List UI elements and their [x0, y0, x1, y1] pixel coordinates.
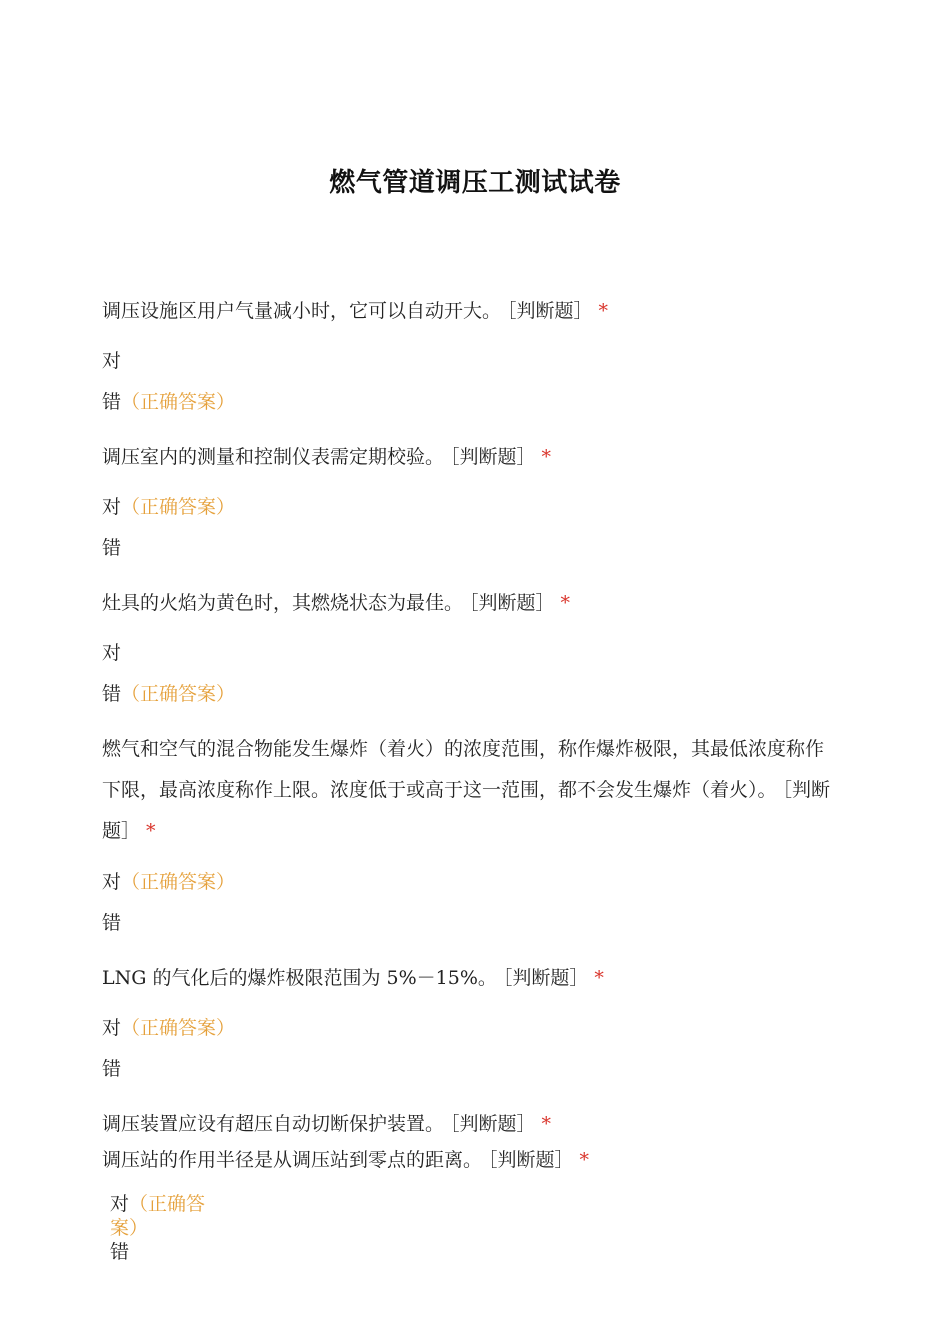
- question-type-label: ［判断题］: [469, 592, 555, 614]
- required-star: *: [541, 446, 552, 468]
- option-true[interactable]: [102, 641, 121, 665]
- option-label: 错: [102, 912, 122, 934]
- question-type-label: ［判断题］: [450, 1113, 536, 1135]
- question-type-label: ［判断题］: [102, 779, 831, 842]
- required-star: *: [560, 592, 571, 614]
- question-text: 调压设施区用户气量减小时，它可以自动开大。: [102, 300, 502, 322]
- option-false[interactable]: [102, 911, 121, 935]
- question-5: [102, 958, 842, 999]
- correct-answer-mark: （正确答案）: [121, 1017, 236, 1039]
- question-type-label: ［判断题］: [507, 300, 593, 322]
- page-title: 燃气管道调压工测试试卷: [329, 168, 621, 198]
- correct-answer-mark: （正确答案）: [121, 391, 236, 413]
- question-type-label: ［判断题］: [450, 446, 536, 468]
- option-false[interactable]: [102, 536, 121, 560]
- question-7: [102, 1140, 842, 1181]
- required-star: *: [579, 1149, 590, 1171]
- question-6: [102, 1104, 842, 1145]
- question-text: LNG 的气化后的爆炸极限范围为 5%－15%。: [102, 967, 497, 989]
- option-label: 错: [110, 1241, 130, 1263]
- question-3: [102, 583, 842, 624]
- correct-answer-mark: （正确答案）: [121, 871, 236, 893]
- option-false[interactable]: [102, 390, 235, 414]
- required-star: *: [594, 967, 604, 989]
- correct-answer-mark: （正确答案）: [121, 683, 236, 705]
- option-false[interactable]: [102, 682, 235, 706]
- option-label: 对: [102, 1017, 122, 1039]
- question-4: [102, 729, 842, 852]
- required-star: *: [146, 820, 156, 842]
- question-text: 燃气和空气的混合物能发生爆炸（着火）的浓度范围，称作爆炸极限，其最低浓度称作下限，最高浓度称作上限。浓度低于或高于这一范围，都不会发生爆炸（着火）。: [102, 738, 825, 801]
- option-true[interactable]: [102, 495, 235, 519]
- question-text: 灶具的火焰为黄色时，其燃烧状态为最佳。: [102, 592, 464, 614]
- option-false[interactable]: [110, 1240, 220, 1264]
- option-label: 对: [102, 350, 122, 372]
- option-label: 错: [102, 1058, 122, 1080]
- option-true[interactable]: [102, 870, 235, 894]
- question-2: [102, 437, 842, 478]
- option-false[interactable]: [102, 1057, 121, 1081]
- option-label: 对: [110, 1193, 130, 1215]
- option-label: 错: [102, 537, 122, 559]
- question-type-label: ［判断题］: [488, 1149, 574, 1171]
- required-star: *: [598, 300, 609, 322]
- option-label: 对: [102, 871, 122, 893]
- option-true[interactable]: [110, 1192, 220, 1240]
- question-type-label: ［判断题］: [502, 967, 589, 989]
- option-label: 错: [102, 683, 122, 705]
- question-1: [102, 291, 842, 332]
- correct-answer-mark: （正确答案）: [121, 496, 236, 518]
- option-true[interactable]: [102, 1016, 235, 1040]
- question-text: 调压装置应设有超压自动切断保护装置。: [102, 1113, 445, 1135]
- correct-answer-mark: （正确答案）: [110, 1193, 206, 1239]
- question-text: 调压室内的测量和控制仪表需定期校验。: [102, 446, 445, 468]
- required-star: *: [541, 1113, 552, 1135]
- option-label: 对: [102, 642, 122, 664]
- option-label: 错: [102, 391, 122, 413]
- question-text: 调压站的作用半径是从调压站到零点的距离。: [102, 1149, 483, 1171]
- option-true[interactable]: [102, 349, 121, 373]
- option-label: 对: [102, 496, 122, 518]
